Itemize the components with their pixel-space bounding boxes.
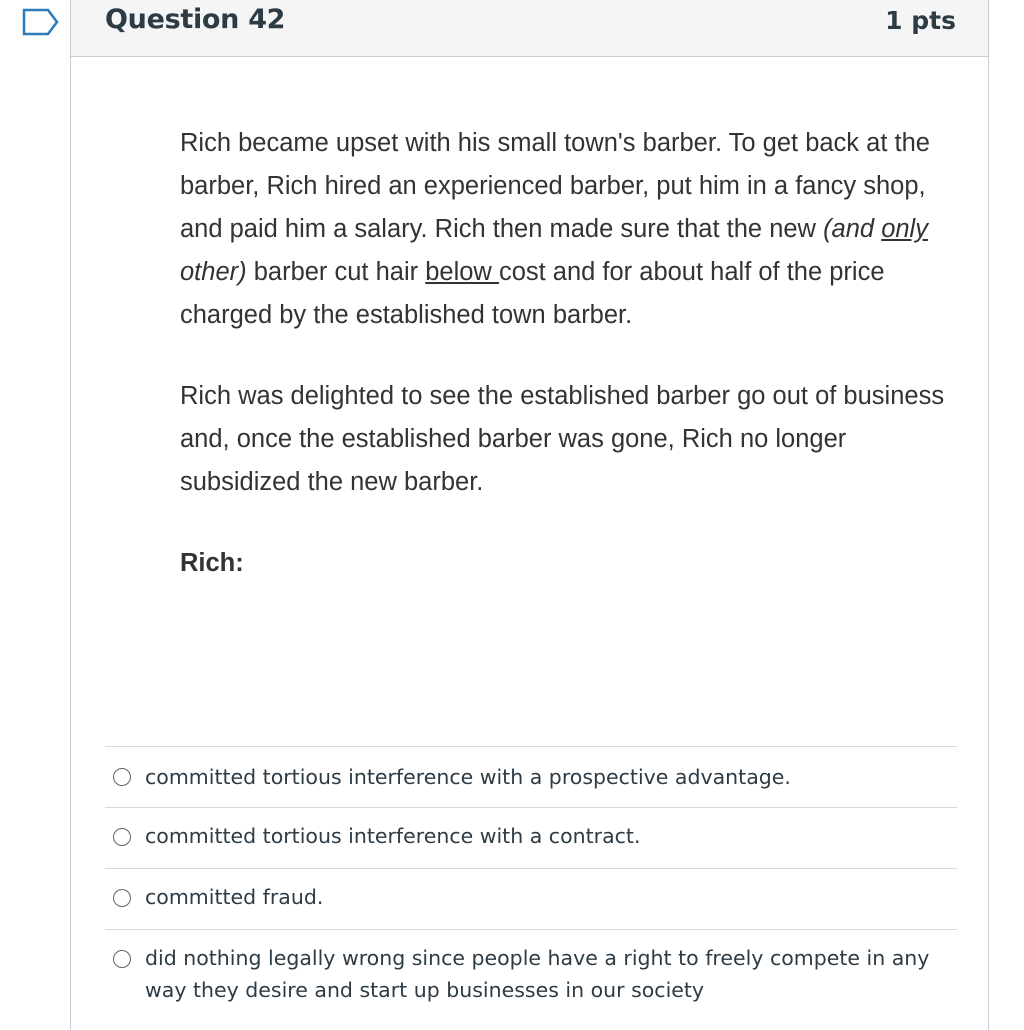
answer-option[interactable] [105,746,957,807]
para1-italic-open: (and [823,215,882,243]
para1-part2: barber cut hair [246,258,426,286]
answer-label: committed tortious interference with a contract. [145,824,641,848]
question-title: Question 42 [105,4,286,35]
para1-italic-close: other) [180,258,247,286]
answer-label: did nothing legally wrong since people have a right to freely compete in any way they desire and start up businesses in our society [145,946,930,1002]
question-points: 1 pts [885,6,956,35]
answer-option[interactable] [105,807,957,868]
answer-option[interactable] [105,929,957,1014]
question-prompt: Rich: [180,549,244,577]
answer-label: committed fraud. [145,885,324,909]
question-paragraph-1 [180,122,960,337]
bookmark-flag-icon[interactable] [22,8,60,36]
radio-unselected-icon[interactable] [113,889,131,907]
para1-underlined: below [425,258,499,286]
para1-part1: Rich became upset with his small town's barber. To get back at the barber, Rich hired an experienced barber, put him in a fancy shop, and paid him a salary. Rich then made sure that the new [180,129,930,243]
answer-list [105,746,957,1014]
para1-italic-underlined: only [881,215,928,243]
question-paragraph-2: Rich was delighted to see the established barber go out of business and, once the established barber was gone, Rich no longer subsidized the new barber. [180,382,945,496]
radio-unselected-icon[interactable] [113,768,131,786]
answer-option[interactable] [105,868,957,929]
answer-label: committed tortious interference with a prospective advantage. [145,765,791,789]
question-card [70,0,989,1030]
question-text [180,122,960,623]
radio-unselected-icon[interactable] [113,950,131,968]
question-header [71,0,988,57]
radio-unselected-icon[interactable] [113,828,131,846]
para1-part3: cost and for about half of the price charged by the established town barber. [180,258,885,329]
